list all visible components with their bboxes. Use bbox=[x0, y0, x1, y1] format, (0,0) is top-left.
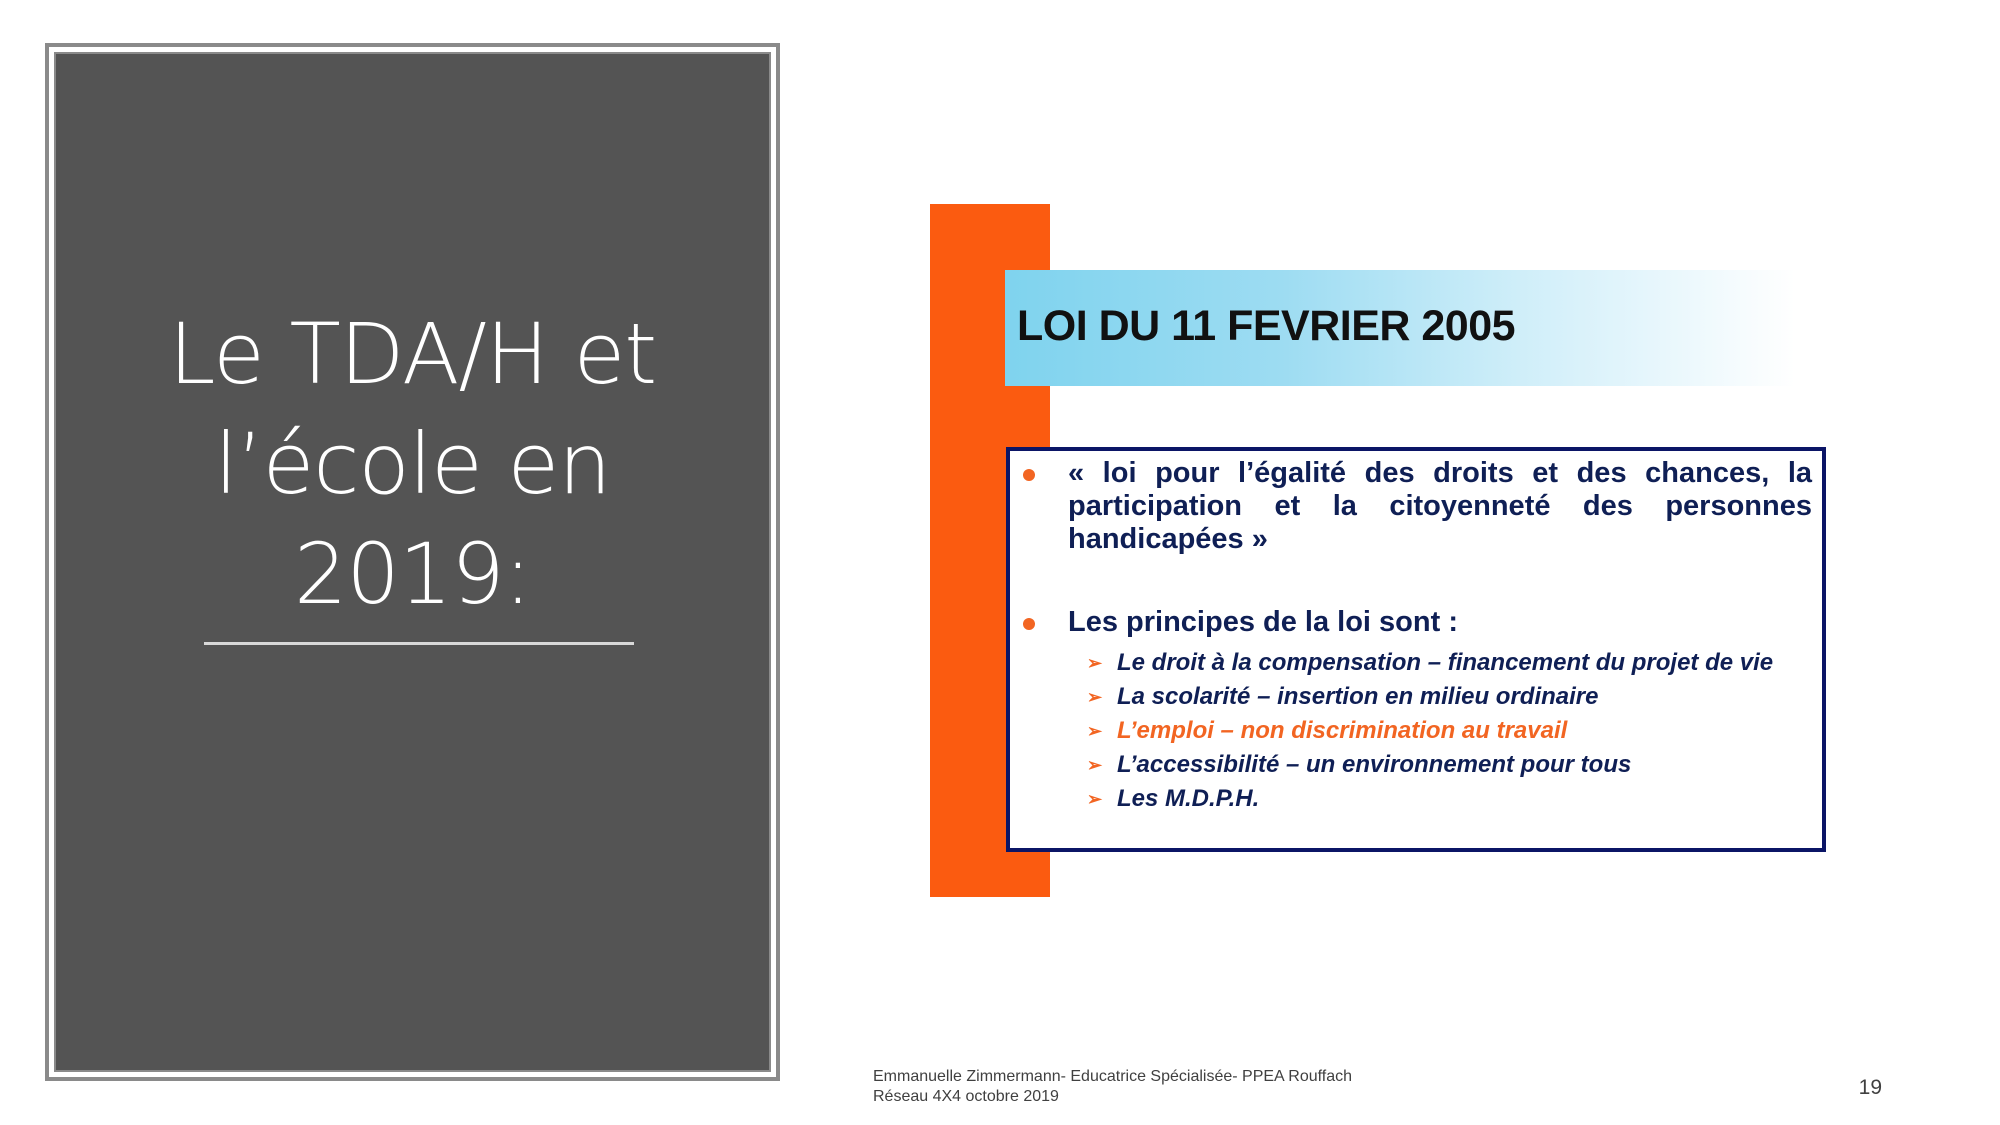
slide-title-line-3: 2019: bbox=[293, 525, 532, 623]
title-divider bbox=[204, 642, 634, 645]
arrow-bullet-icon: ➢ bbox=[1087, 653, 1103, 673]
bullet-law-title bbox=[1068, 457, 1812, 556]
list-item-text: La scolarité – insertion en milieu ordinaire bbox=[1117, 683, 1599, 710]
law-content-box bbox=[1006, 447, 1826, 852]
arrow-bullet-icon: ➢ bbox=[1087, 789, 1103, 809]
list-item-highlighted bbox=[1087, 717, 1814, 744]
list-item-text: Les M.D.P.H. bbox=[1117, 785, 1260, 812]
bullet-principles bbox=[1068, 606, 1812, 639]
page-number: 19 bbox=[1858, 1076, 1882, 1099]
orange-bullet-icon bbox=[1023, 618, 1035, 630]
arrow-bullet-icon: ➢ bbox=[1087, 721, 1103, 741]
list-item bbox=[1087, 683, 1814, 710]
list-item bbox=[1087, 649, 1814, 676]
orange-bullet-icon bbox=[1023, 469, 1035, 481]
list-item bbox=[1087, 751, 1814, 778]
slide-title-line-2: l’école en bbox=[214, 415, 611, 513]
list-item-text: Le droit à la compensation – financement du projet de vie bbox=[1117, 649, 1774, 676]
list-item-text: L’accessibilité – un environnement pour tous bbox=[1117, 751, 1632, 778]
arrow-bullet-icon: ➢ bbox=[1087, 755, 1103, 775]
title-panel-inner bbox=[54, 52, 771, 1072]
principles-list bbox=[1087, 649, 1814, 819]
list-item bbox=[1087, 785, 1814, 812]
bullet-text: Les principes de la loi sont : bbox=[1068, 606, 1458, 638]
title-panel bbox=[45, 43, 780, 1081]
law-heading: LOI DU 11 FEVRIER 2005 bbox=[1017, 302, 1516, 350]
footer-author: Emmanuelle Zimmermann- Educatrice Spécialisée- PPEA Rouffach bbox=[873, 1068, 1353, 1085]
footer-network: Réseau 4X4 octobre 2019 bbox=[873, 1088, 1059, 1105]
embedded-slide-image bbox=[930, 200, 1830, 900]
list-item-text: L’emploi – non discrimination au travail bbox=[1117, 717, 1568, 744]
bullet-text: « loi pour l’égalité des droits et des chances, la participation et la citoyenneté des personnes handicapées » bbox=[1068, 457, 1812, 555]
arrow-bullet-icon: ➢ bbox=[1087, 687, 1103, 707]
slide-title bbox=[96, 299, 729, 629]
slide-title-line-1: Le TDA/H et bbox=[168, 305, 657, 403]
heading-band bbox=[1005, 270, 1795, 386]
slide-footer bbox=[873, 1067, 1352, 1107]
